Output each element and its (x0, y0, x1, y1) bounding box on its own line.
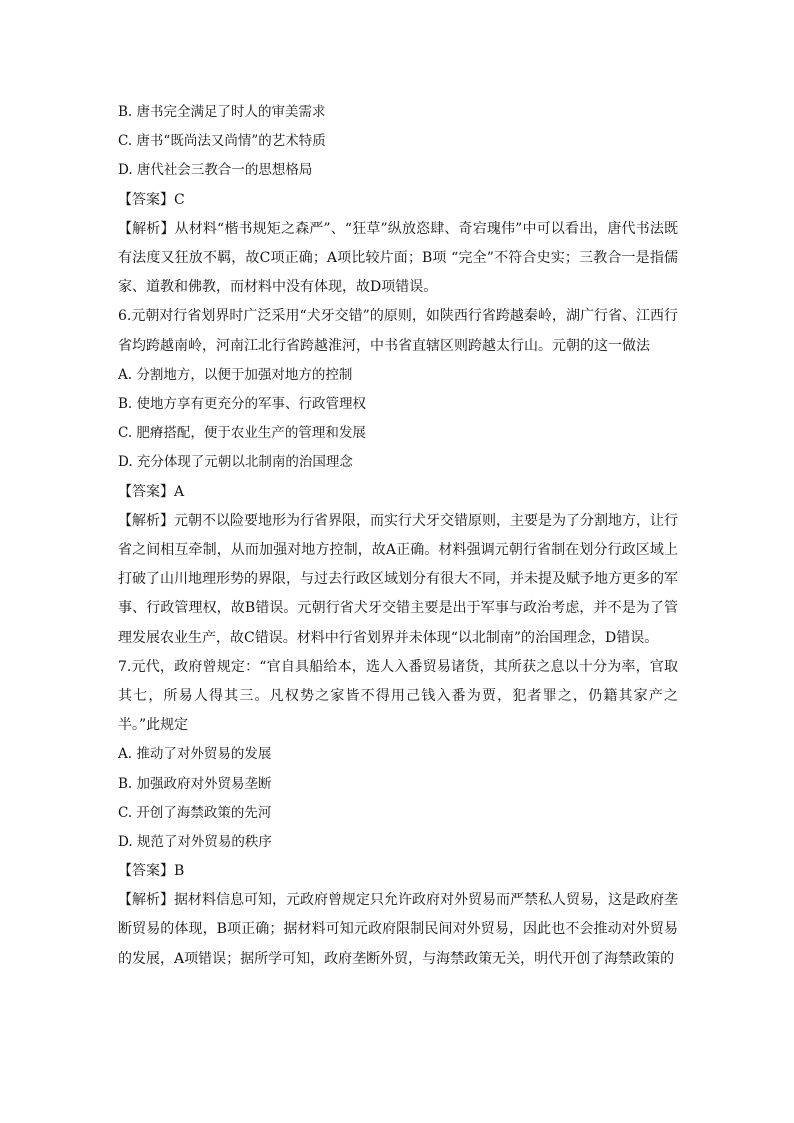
q6-stem: 6.元朝对行省划界时广泛采用“犬牙交错”的原则，如陕西行省跨越秦岭，湖广行省、江西行省均跨越南岭，河南江北行省跨越淮河，中书省直辖区则跨越太行山。元朝的这一做法 (118, 308, 678, 354)
q7-option-b: B. 加强政府对外贸易垄断 (118, 775, 272, 792)
q5-analysis: 【解析】从材料“楷书规矩之森严”、“狂草”纵放恣肆、奇宕瑰伟”中可以看出，唐代书法既有法度又狂放不羁，故C项正确；A项比较片面；B项 “完全”不符合史实；三教合一是指儒家、道教和佛教，而材料中没有体现，故D项错误。 (118, 220, 678, 296)
q5-option-b: B. 唐书完全满足了时人的审美需求 (118, 104, 326, 120)
q7-option-c: C. 开创了海禁政策的先河 (118, 804, 272, 821)
document-page (118, 98, 678, 974)
q6-option-a: A. 分割地方，以便于加强对地方的控制 (118, 366, 353, 383)
q7-analysis: 【解析】据材料信息可知，元政府曾规定只允许政府对外贸易而严禁私人贸易，这是政府垄断贸易的体现，B项正确；据材料可知元政府限制民间对外贸易，因此也不会推动对外贸易的发展，A项错误；据所学可知，政府垄断外贸，与海禁政策无关，明代开创了海禁政策的 (118, 892, 678, 967)
q5-option-c: C. 唐书“既尚法又尚情”的艺术特质 (118, 133, 326, 150)
q7-answer: 【答案】B (118, 863, 185, 880)
q5-answer: 【答案】C (118, 191, 185, 208)
q6-answer: 【答案】A (118, 483, 185, 500)
q6-option-b: B. 使地方享有更充分的军事、行政管理权 (118, 395, 367, 412)
q7-option-d: D. 规范了对外贸易的秩序 (118, 833, 272, 850)
q6-option-d: D. 充分体现了元朝以北制南的治国理念 (118, 454, 353, 471)
q6-analysis: 【解析】元朝不以险要地形为行省界限，而实行犬牙交错原则，主要是为了分割地方，让行省之间相互牵制，从而加强对地方控制，故A正确。材料强调元朝行省制在划分行政区域上打破了山川地理形势的界限，与过去行政区域划分有很大不同，并未提及赋予地方更多的军事、行政管理权，故B错误。元朝行省犬牙交错主要是出于军事与政治考虑，并不是为了管理发展农业生产，故C错误。材料中行省划界并未体现“以北制南”的治国理念，D错误。 (118, 512, 678, 646)
q7-option-a: A. 推动了对外贸易的发展 (118, 746, 272, 763)
q7-stem: 7.元代，政府曾规定：“官自具船给本，选人入番贸易诸货，其所获之息以十分为率，官取其七，所易人得其三。凡权势之家皆不得用己钱入番为贾，犯者罪之，仍籍其家产之半。”此规定 (118, 658, 678, 734)
q5-option-d: D. 唐代社会三教合一的思想格局 (118, 162, 313, 179)
q6-option-c: C. 肥瘠搭配，便于农业生产的管理和发展 (118, 425, 366, 442)
